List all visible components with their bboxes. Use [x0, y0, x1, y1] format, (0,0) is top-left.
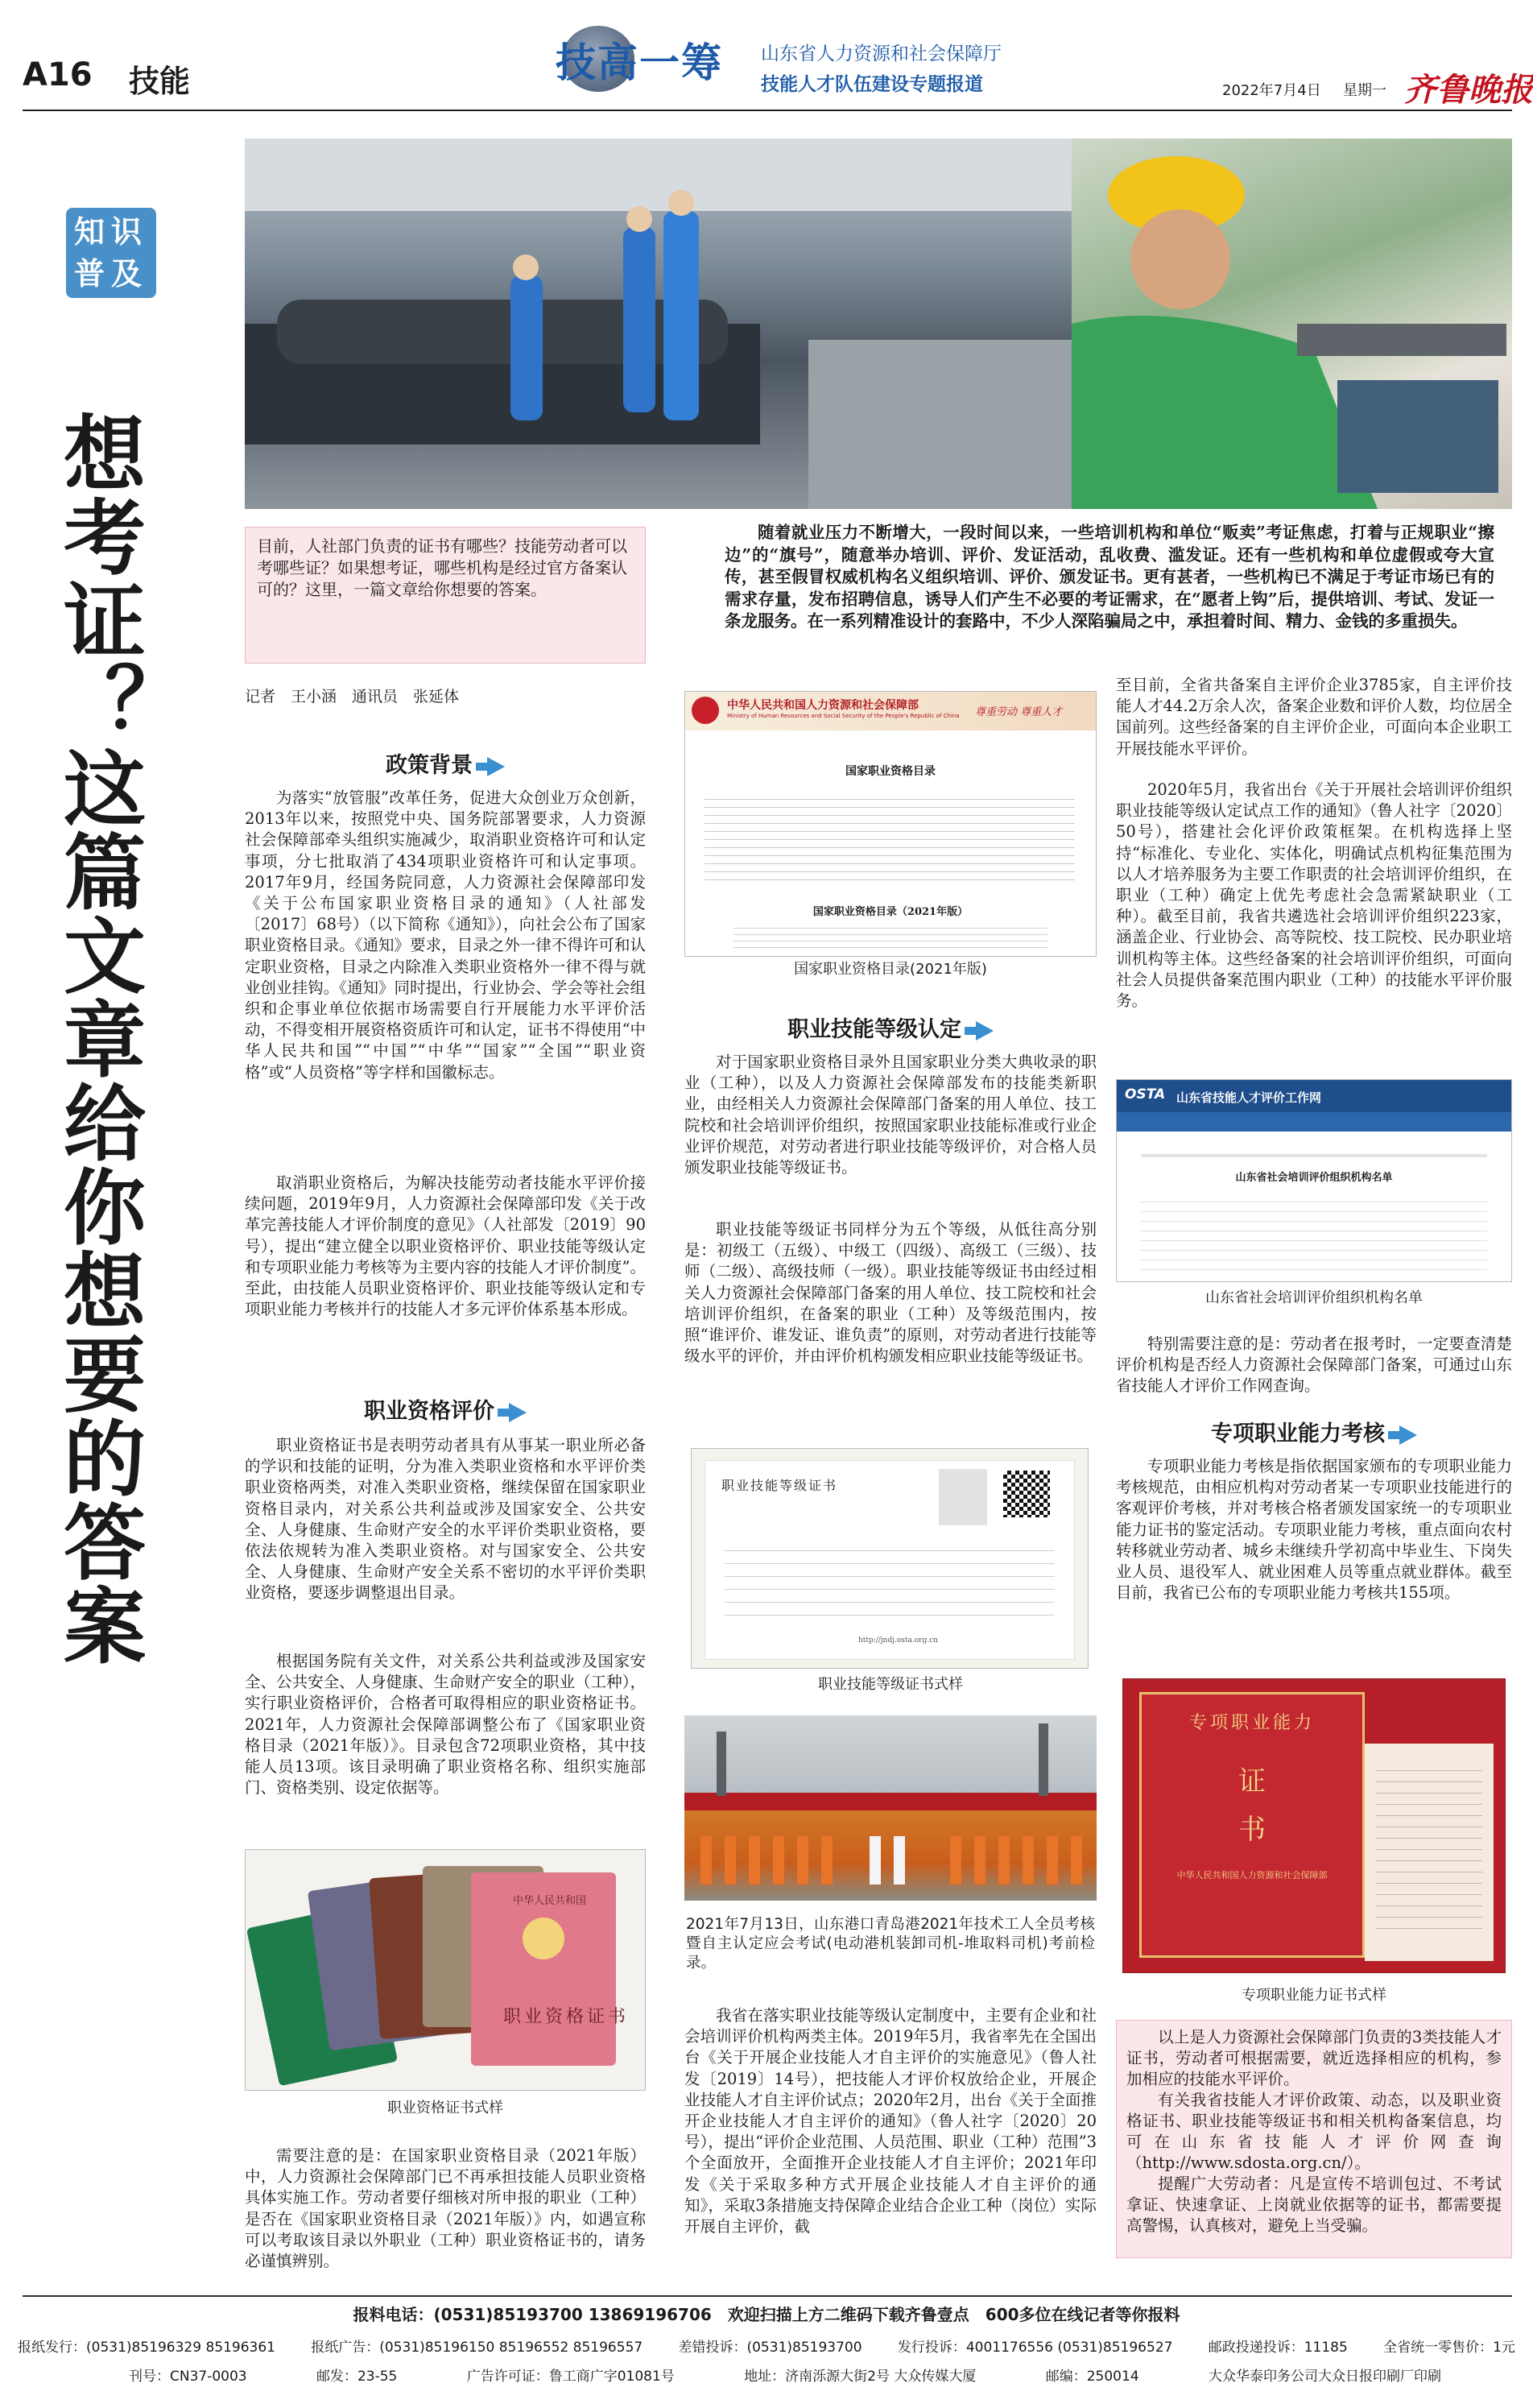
qualification-p2: 根据国务院有关文件，对关系公共利益或涉及国家安全、公共安全、人身健康、生命财产安全的职业（工种），实行职业资格评价，合格者可取得相应的职业资格证书。2021年，人力资源社会保障部调整公布了《国家职业资格目录（2021年版）》。目录包含72项职业资格，其中技能人员13项。该目录明确了职业资格名称、组织实施部门、资格类别、设定依据等。	[245, 1652, 646, 1798]
special-cert-inner-page	[1365, 1744, 1494, 1961]
factory-scene	[245, 139, 1072, 509]
footer-postal-code: 邮发：23-55	[316, 2369, 398, 2385]
website-nav	[1117, 1112, 1511, 1132]
weekday: 星期一	[1343, 82, 1386, 99]
skill-cert-photo	[691, 1448, 1089, 1669]
section-title-policy	[245, 747, 646, 779]
column-subtitle: 技能人才队伍建设专题报道	[761, 74, 983, 95]
closing-p1: 以上是人力资源社会保障部门负责的3类技能人才证书，劳动者可根据需要，就近选择相应的机构，参加相应的技能水平评价。	[1126, 2028, 1502, 2088]
arrow-icon	[976, 1021, 994, 1041]
welder-scene	[1072, 139, 1512, 509]
website-screenshot	[1116, 1079, 1512, 1282]
section-title-skill-level	[684, 1012, 1097, 1043]
agency-name: 山东省人力资源和社会保障厅	[761, 43, 1002, 64]
section-title-qualification	[245, 1393, 646, 1425]
paper-name: 齐鲁晚报	[1404, 71, 1533, 109]
port-photo	[684, 1715, 1097, 1901]
mohrss-english: Ministry of Human Resources and Social Security of the People's Republic of China	[727, 713, 960, 719]
special-title-text: 专项职业能力考核	[1211, 1421, 1385, 1446]
caption-skill-cert: 职业技能等级证书式样	[818, 1676, 963, 1693]
factory-photo-1	[245, 139, 1072, 509]
policy-p1: 为落实“放管服”改革任务，促进大众创业万众创新，2013年以来，按照党中央、国务院部署要求，人力资源社会保障部牵头组织实施减少，取消职业资格许可和认定事项，分七批取消了434项职业资格许可和认定事项。2017年9月，经国务院同意，人力资源社会保障部印发《关于公布国家职业资格目录的通知》（人社部发〔2017〕68号）（以下简称《通知》），向社会公布了国家职业资格目录。《通知》要求，目录之外一律不得许可和认定职业资格，目录之内除准入类职业资格外一律不得与就业创业挂钩。《通知》同时提出，行业协会、学会等社会组织和企事业单位依据市场需要自行开展能力水平评价活动，不得变相开展资格资质许可和认定，证书不得使用“中华人民共和国”“中国”“中华”“国家”“全国”“职业资格”或“人员资格”等字样和国徽标志。	[245, 788, 646, 1082]
special-cert-photo	[1122, 1678, 1506, 1973]
skill-cert-page	[705, 1460, 1075, 1660]
website-title: 山东省技能人才评价工作网	[1176, 1090, 1322, 1105]
lead-paragraph: 随着就业压力不断增大，一段时间以来，一些培训机构和单位“贩卖”考证焦虑，打着与正规职业“擦边”的“旗号”，随意举办培训、评价、发证活动，乱收费、滥发证。还有一些机构和单位虚假或夸大宣传，甚至假冒权威机构名义组织培训、评价、颁发证书。更有甚者，一些机构已不满足于考证市场已有的需求存量，发布招聘信息，诱导人们产生不必要的考证需求，在“愿者上钩”后，提供培训、考试、发证一条龙服务。在一系列精准设计的套路中，不少人深陷骗局之中，承担着时间、精力、金钱的多重损失。	[725, 523, 1494, 631]
skill-level-p5: 2020年5月，我省出台《关于开展社会培训评价组织职业技能等级认定试点工作的通知》（鲁人社字〔2020〕50号），搭建社会化评价政策框架。在机构选择上坚持“标准化、专业化、实体化，明确试点机构征集范围为以人才培养服务为主要工作职责的社会培训评价组织，在职业（工种）确定上优先考虑社会急需紧缺职业（工种）。截至目前，我省共遴选社会培训评价组织223家，涵盖企业、行业协会、高等院校、技工院校、民办职业培训机构等主体。这些经备案的社会培训评价组织，可面向社会人员提供备案范围内职业（工种）的技能水平评价服务。	[1116, 780, 1512, 1011]
column-logo: 技高一筹	[556, 39, 723, 86]
website-breadcrumb	[1141, 1154, 1487, 1157]
arrow-icon	[1399, 1425, 1417, 1445]
catalog-screenshot	[684, 691, 1097, 957]
footer-error-complaint: 差错投诉：(0531)85193700	[678, 2340, 862, 2356]
special-cert-text-lines	[1376, 1760, 1482, 1937]
qualification-title-text: 职业资格评价	[364, 1399, 494, 1424]
caption-port: 2021年7月13日，山东港口青岛港2021年技术工人全员考核暨自主认定应会考试(电动港机装卸司机-堆取料司机)考前检录。	[686, 1916, 1095, 1971]
byline: 记者 王小涵 通讯员 张延体	[245, 688, 460, 705]
port-scene	[684, 1715, 1097, 1901]
footer-rule	[23, 2295, 1512, 2297]
policy-p2: 取消职业资格后，为解决技能劳动者技能水平评价接续问题，2019年9月，人力资源社会保障部印发《关于改革完善技能人才评价制度的意见》（人社部发〔2019〕90号），提出“建立健全以职业资格评价、职业技能等级认定和专项职业能力考核等为主要内容的技能人才评价制度”。至此，由技能人员职业资格评价、职业技能等级认定和专项职业能力考核并行的技能人才多元评价体系基本形成。	[245, 1173, 646, 1319]
intro-box: 目前，人社部门负责的证书有哪些？技能劳动者可以考哪些证？如果想考证，哪些机构是经过官方备案认可的？这里，一篇文章给你想要的答案。	[245, 527, 646, 664]
footer-hotline: 报料电话：(0531)85193700 13869196706 欢迎扫描上方二维码下载齐鲁壹点 600多位在线记者等你报料	[353, 2305, 1180, 2324]
photo-placeholder-icon	[939, 1469, 987, 1525]
qualification-p3: 需要注意的是：在国家职业资格目录（2021年版）中，人力资源社会保障部门已不再承担技能人员职业资格具体实施工作。劳动者要仔细核对所申报的职业（工种）是否在《国家职业资格目录（2021年版）》内，如遇宣称可以考取该目录以外职业（工种）职业资格证书的，请务必谨慎辨别。	[245, 2146, 646, 2271]
special-cert-zheng: 证	[1238, 1765, 1266, 1798]
special-p1: 专项职业能力考核是指依据国家颁布的专项职业能力考核规范，由相应机构对劳动者某一专项职业技能进行的客观评价考核，并对考核合格者颁发国家统一的专项职业能力证书的鉴定活动。专项职业能力考核，重点面向农村转移就业劳动者、城乡未继续升学初高中毕业生、下岗失业人员、退役军人、就业困难人员等重点就业群体。截至目前，我省已公布的专项职业能力考核共155项。	[1116, 1457, 1512, 1603]
headline: 想考证？这篇文章给你想要的答案	[50, 411, 147, 1667]
skill-level-p6: 特别需要注意的是：劳动者在报考时，一定要查清楚评价机构是否经人力资源社会保障部门备案，可通过山东省技能人才评价工作网查询。	[1116, 1334, 1512, 1396]
catalog-doc-body	[705, 792, 1075, 880]
section-title-special	[1116, 1416, 1512, 1447]
policy-title-text: 政策背景	[386, 753, 473, 778]
website-list-body	[1141, 1193, 1487, 1270]
caption-qual-cert: 职业资格证书式样	[387, 2100, 503, 2116]
footer-row-3	[129, 2365, 1441, 2385]
website-list-title: 山东省社会培训评价组织机构名单	[1235, 1172, 1393, 1184]
tag-line-2: 普及	[73, 255, 148, 292]
section-name: 技能	[129, 64, 191, 99]
footer-printer: 大众华泰印务公司大众日报印刷厂印刷	[1208, 2369, 1441, 2385]
qual-cert-booklets	[246, 1850, 647, 2091]
footer-price: 全省统一零售价：1元	[1383, 2340, 1515, 2356]
arrow-icon	[487, 757, 505, 776]
knowledge-tag	[66, 208, 156, 298]
osta-logo: OSTA	[1125, 1086, 1166, 1103]
special-cert-header: 专项职业能力	[1188, 1713, 1315, 1733]
national-emblem-icon	[692, 697, 719, 724]
tag-line-1: 知识	[73, 213, 148, 250]
mohrss-slogan: 尊重劳动 尊重人才	[975, 706, 1063, 718]
skill-level-p1: 对于国家职业资格目录外且国家职业分类大典收录的职业（工种），以及人力资源社会保障部发布的技能类新职业，由经相关人力资源社会保障部门备案的用人单位、技工院校和社会培训评价组织，按照国家职业技能标准或行业企业评价规范，对劳动者进行职业技能等级评价，对合格人员颁发职业技能等级证书。	[684, 1053, 1097, 1177]
footer-row-2	[18, 2336, 1515, 2356]
footer-ad-license: 广告许可证：鲁工商广字01081号	[466, 2369, 675, 2385]
closing-box	[1116, 2020, 1512, 2258]
skill-level-p2: 职业技能等级证书同样分为五个等级，从低往高分别是：初级工（五级）、中级工（四级）、高级工（三级）、技师（二级）、高级技师（一级）。职业技能等级证书由经过相关人力资源社会保障部门备案的用人单位、技工院校和社会培训评价组织，在备案的职业（工种）及等级范围内，按照“谁评价、谁发证、谁负责”的原则，对劳动者进行技能等级水平的评价，并由评价机构颁发相应职业技能等级证书。	[684, 1220, 1097, 1366]
skill-cert-title: 职业技能等级证书	[721, 1478, 838, 1493]
skill-cert-url: http://jndj.osta.org.cn	[858, 1636, 938, 1645]
page-number: A16	[23, 56, 93, 93]
footer-postal-complaint: 邮政投递投诉：11185	[1208, 2340, 1348, 2356]
issue-date: 2022年7月4日	[1222, 82, 1321, 99]
footer-advertising: 报纸广告：(0531)85196150 85196552 85196557	[311, 2340, 643, 2356]
caption-catalog: 国家职业资格目录(2021年版)	[794, 961, 987, 978]
catalog-doc-subtitle: 国家职业资格目录（2021年版）	[812, 906, 969, 918]
skill-cert-body	[725, 1538, 1055, 1627]
qual-cert-cover-title: 职业资格证书	[503, 2007, 630, 2027]
factory-photo-2	[1072, 139, 1512, 509]
caption-website: 山东省社会培训评价组织机构名单	[1205, 1289, 1423, 1306]
closing-p3: 提醒广大劳动者：凡是宣传不培训包过、不考试拿证、快速拿证、上岗就业依据等的证书，都需要提高警惕，认真核对，避免上当受骗。	[1126, 2174, 1502, 2235]
catalog-doc-title: 国家职业资格目录	[845, 765, 936, 778]
special-cert-cover	[1139, 1692, 1365, 1958]
header-rule	[23, 110, 1512, 111]
qualification-p1: 职业资格证书是表明劳动者具有从事某一职业所必备的学识和技能的证明，分为准入类职业资格和水平评价类职业资格两类，对准入类职业资格，继续保留在国家职业资格目录内，对关系公共利益或涉及国家安全、公共安全、人身健康、生命财产安全的水平评价类职业资格，要依法依规转为准入类职业资格。对与国家安全、公共安全、人身健康、生命财产安全关系不密切的水平评价类职业资格，要逐步调整退出目录。	[245, 1436, 646, 1603]
skill-level-p4: 至目前，全省共备案自主评价企业3785家，自主评价技能人才44.2万余人次，备案企业数和评价人数，均位居全国前列。这些经备案的自主评价企业，可面向本企业职工开展技能水平评价。	[1116, 676, 1512, 758]
qual-cert-photo	[245, 1849, 646, 2091]
mohrss-banner	[685, 692, 1096, 730]
qr-code-icon	[1003, 1471, 1050, 1517]
footer-address: 地址：济南泺源大街2号 大众传媒大厦	[744, 2369, 977, 2385]
skill-level-p3: 我省在落实职业技能等级认定制度中，主要有企业和社会培训评价机构两类主体。2019年5月，我省率先在全国出台《关于开展企业技能人才自主评价的实施意见》（鲁人社发〔2019〕14号），把技能人才评价权放给企业，开展企业技能人才自主评价试点；2020年2月，出台《关于全面推开企业技能人才自主评价的通知》（鲁人社字〔2020〕20号），提出“评价企业范围、人员范围、职业（工种）范围”3个全面放开，全面推开企业技能人才自主评价；2021年印发《关于采取多种方式开展企业技能人才自主评价的通知》，采取3条措施支持保障企业结合企业工种（岗位）实际开展自主评价，截	[684, 2006, 1097, 2236]
special-cert-shu: 书	[1238, 1814, 1266, 1846]
column-banner	[556, 16, 1055, 97]
qual-cert-emblem-text: 中华人民共和国	[513, 1895, 587, 1907]
skill-level-title-text: 职业技能等级认定	[787, 1017, 961, 1042]
footer-zipcode: 邮编：250014	[1045, 2369, 1139, 2385]
footer-delivery-complaint: 发行投诉：4001176556 (0531)85196527	[897, 2340, 1173, 2356]
catalog-doc-lines	[733, 922, 1047, 950]
footer-distribution: 报纸发行：(0531)85196329 85196361	[18, 2340, 275, 2356]
closing-p2: 有关我省技能人才评价政策、动态，以及职业资格证书、职业技能等级证书和相关机构备案信息，均可在山东省技能人才评价网查询（http://www.sdosta.org.cn/）。	[1126, 2091, 1502, 2172]
caption-special-cert: 专项职业能力证书式样	[1242, 1987, 1386, 2004]
footer-issn: 刊号：CN37-0003	[129, 2369, 247, 2385]
mohrss-name: 中华人民共和国人力资源和社会保障部	[727, 699, 919, 712]
arrow-icon	[509, 1403, 527, 1422]
website-header	[1117, 1080, 1511, 1112]
special-cert-issuer: 中华人民共和国人力资源和社会保障部	[1176, 1870, 1328, 1880]
